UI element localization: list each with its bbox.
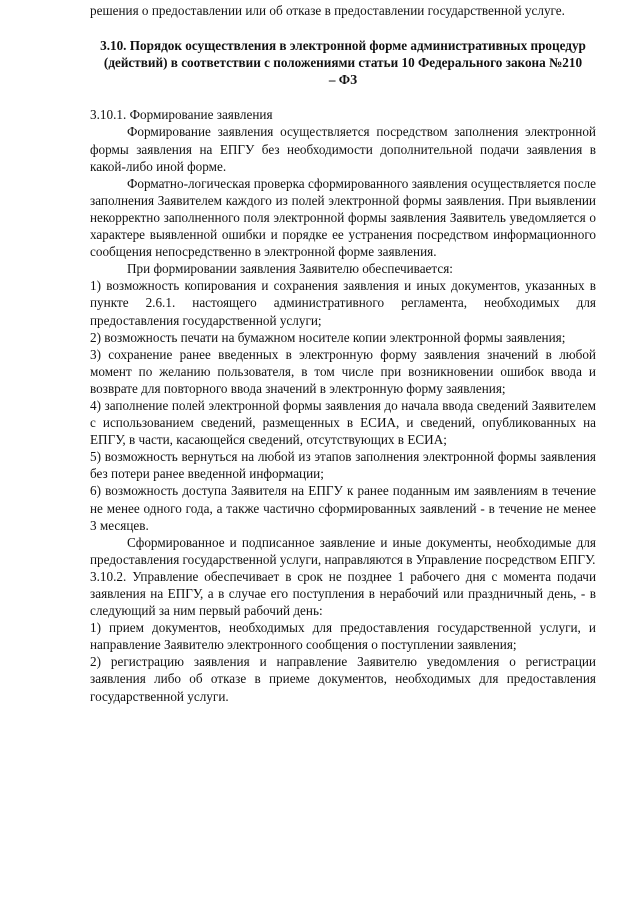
list-item: 2) регистрацию заявления и направление Заявителю уведомления о регистрации заявления либо об отказе в приеме документов, необходимых для предоставления государственной услуги. bbox=[90, 654, 596, 704]
list-item: 1) возможность копирования и сохранения заявления и иных документов, указанных в пункте 2.6.1. настоящего административного регламента, необходимых для предоставления государственной услуги; bbox=[90, 278, 596, 328]
list-item: 2) возможность печати на бумажном носителе копии электронной формы заявления; bbox=[90, 329, 566, 345]
intro-tail-paragraph: решения о предоставлении или об отказе в предоставлении государственной услуге. bbox=[90, 3, 565, 18]
paragraph-3-10-2: 3.10.2. Управление обеспечивает в срок не позднее 1 рабочего дня с момента подачи заявления на ЕПГУ, а в случае его поступления в нерабочий или праздничный день, - в следующий за ним первый рабочий день: bbox=[90, 568, 596, 619]
list-item: 3) сохранение ранее введенных в электронную форму заявления значений в любой момент по желанию пользователя, в том числе при возникновении ошибок ввода и возврате для повторного ввода значений в электронную форму заявления; bbox=[90, 346, 596, 396]
paragraph: Сформированное и подписанное заявление и иные документы, необходимые для предоставления государственной услуги, направляются в Управление посредством ЕПГУ. bbox=[90, 534, 596, 567]
list-item: 6) возможность доступа Заявителя на ЕПГУ к ранее поданным им заявлениям в течение не менее одного года, а также частично сформированных заявлений - в течение не менее 3 месяцев. bbox=[90, 483, 596, 533]
subsection-title-3-10-1: 3.10.1. Формирование заявления bbox=[90, 107, 273, 123]
list-item: 5) возможность вернуться на любой из этапов заполнения электронной формы заявления без потери ранее введенной информации; bbox=[90, 449, 596, 482]
list-item: 4) заполнение полей электронной формы заявления до начала ввода сведений Заявителем с использованием сведений, размещенных в ЕСИА, и сведений, опубликованных на ЕПГУ, в части, касающейся сведений, отсутствующих в ЕСИА; bbox=[90, 397, 596, 448]
document-body bbox=[90, 2, 596, 705]
paragraph: Форматно-логическая проверка сформированного заявления осуществляется после заполнения Заявителем каждого из полей электронной формы заявления. При выявлении некорректно заполненного поля электронной формы заявления Заявитель уведомляется о характере выявленной ошибки и порядке ее устранения посредством информационного сообщения непосредственно в электронной форме заявления. bbox=[90, 175, 596, 260]
section-heading: 3.10. Порядок осуществления в электронной форме административных процедур (действий) в соответствии с положениями статьи 10 Федерального закона №210 – ФЗ bbox=[100, 38, 586, 88]
paragraph: Формирование заявления осуществляется посредством заполнения электронной формы заявления на ЕПГУ без необходимости дополнительной подачи заявления в какой-либо иной форме. bbox=[90, 124, 596, 174]
list-item: 1) прием документов, необходимых для предоставления государственной услуги, и направление Заявителю электронного сообщения о поступлении заявления; bbox=[90, 620, 596, 653]
paragraph: При формировании заявления Заявителю обеспечивается: bbox=[127, 261, 453, 277]
